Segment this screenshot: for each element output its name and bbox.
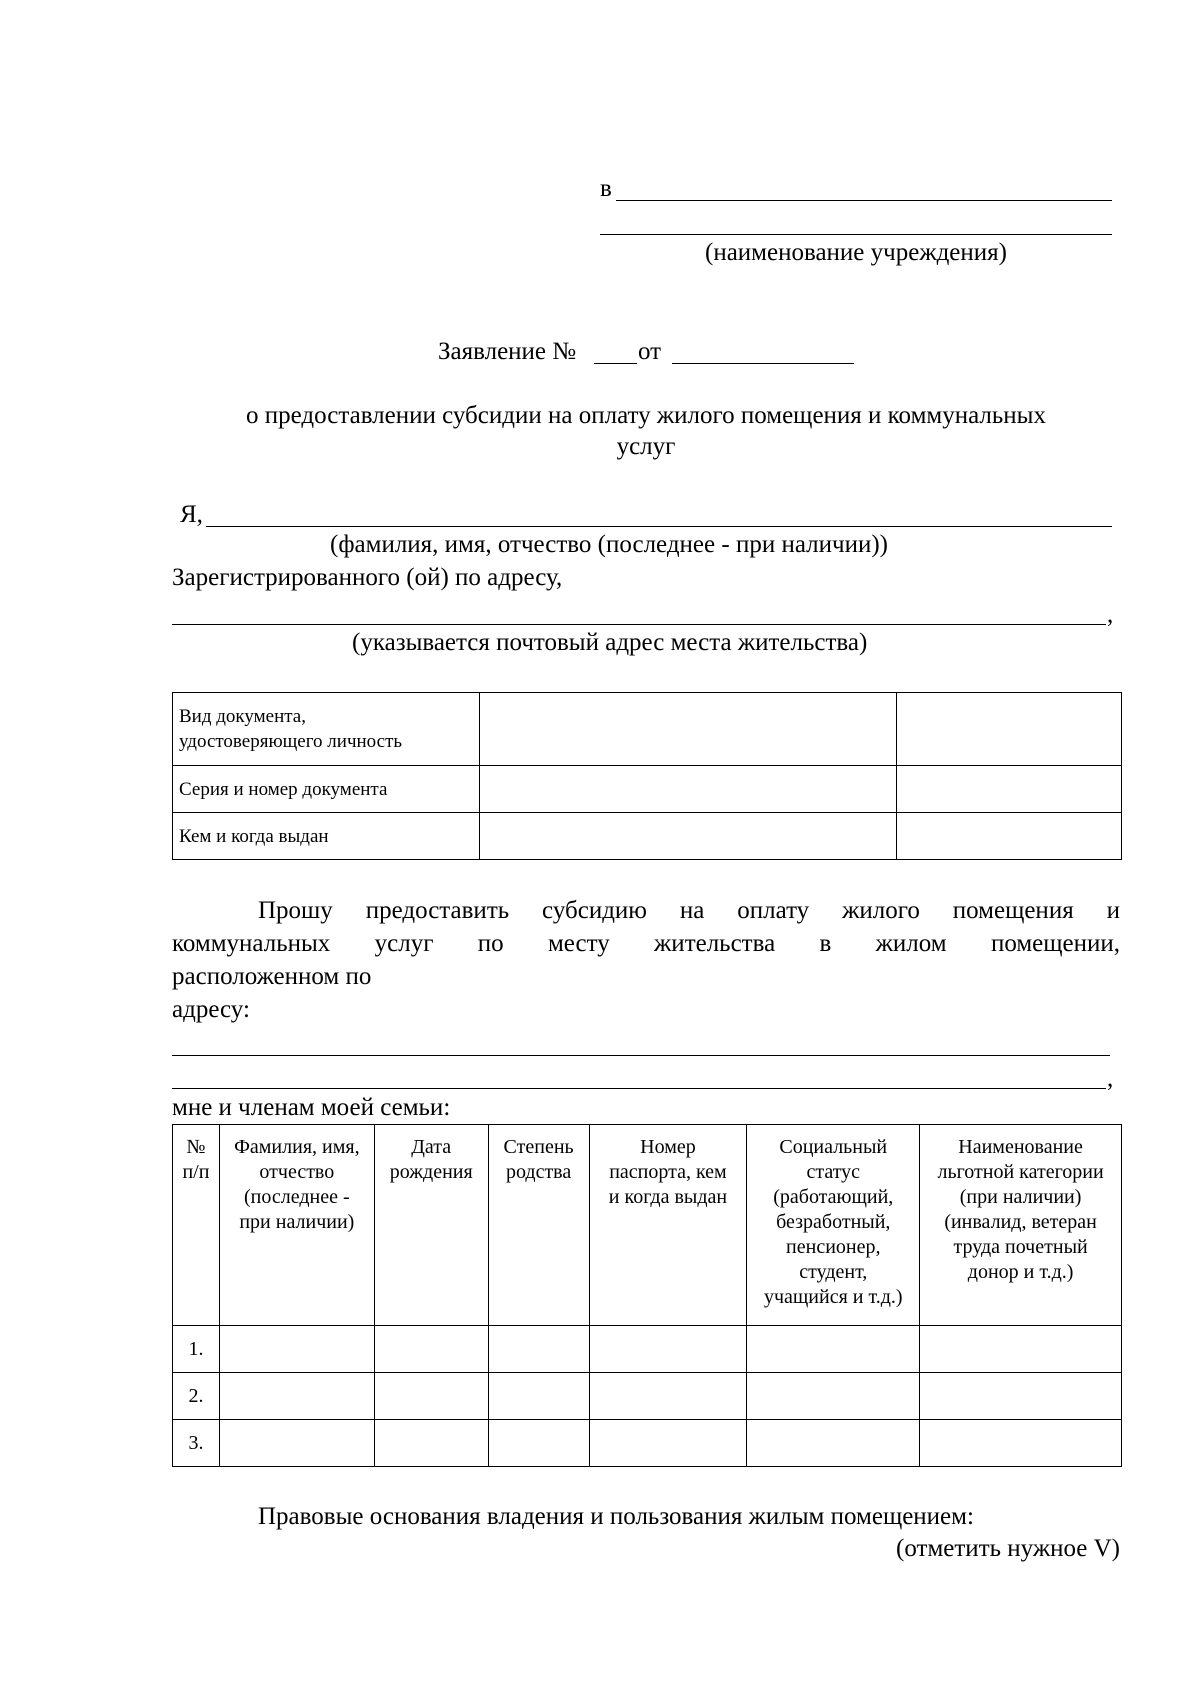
statement-date-field[interactable] <box>672 363 854 364</box>
statement-number-field[interactable] <box>594 363 637 364</box>
request-line-4: адресу: <box>172 996 250 1023</box>
col-header-full-name: Фамилия, имя, отчество (последнее - при наличии) <box>219 1125 374 1326</box>
cell-full-name[interactable] <box>219 1326 374 1373</box>
cell-benefit-category[interactable] <box>920 1326 1122 1373</box>
cell-passport[interactable] <box>589 1326 747 1373</box>
applicant-name-caption: (фамилия, имя, отчество (последнее - при наличии)) <box>330 531 888 558</box>
address-comma: , <box>1107 601 1114 628</box>
col-header-social-status: Социальный статус (работающий, безработный, пенсионер, студент, учащийся и т.д.) <box>747 1125 920 1326</box>
applicant-prefix: Я, <box>180 501 203 528</box>
cell-social-status[interactable] <box>747 1420 920 1467</box>
id-doc-issued-value[interactable] <box>479 813 896 860</box>
cell-benefit-category[interactable] <box>920 1373 1122 1420</box>
cell-birth-date[interactable] <box>374 1373 488 1420</box>
col-header-benefit-category: Наименование льготной категории (при наличии) (инвалид, ветеран труда почетный донор и т.д.) <box>920 1125 1122 1326</box>
statement-from-label: от <box>638 338 662 365</box>
applicant-name-field[interactable] <box>206 526 1112 527</box>
cell-passport[interactable] <box>589 1420 747 1467</box>
mark-note: (отметить нужное V) <box>896 1535 1120 1562</box>
request-line-1: Прошу предоставить субсидию на оплату жилого помещения и <box>258 897 1120 924</box>
col-header-number: № п/п <box>173 1125 220 1326</box>
institution-name-line-1[interactable] <box>616 200 1112 201</box>
cell-birth-date[interactable] <box>374 1326 488 1373</box>
cell-full-name[interactable] <box>219 1420 374 1467</box>
property-address-line-2[interactable] <box>172 1088 1106 1089</box>
col-header-passport: Номер паспорта, кем и когда выдан <box>589 1125 747 1326</box>
table-row <box>173 693 1122 766</box>
table-row <box>173 1373 1122 1420</box>
row-number: 1. <box>173 1326 220 1373</box>
row-number: 2. <box>173 1373 220 1420</box>
table-header-row <box>173 1125 1122 1326</box>
address-caption: (указывается почтовый адрес места жительства) <box>352 629 868 656</box>
id-doc-series-extra[interactable] <box>897 766 1122 813</box>
cell-full-name[interactable] <box>219 1373 374 1420</box>
statement-subject-line-1: о предоставлении субсидии на оплату жилого помещения и коммунальных <box>246 402 1046 429</box>
institution-caption: (наименование учреждения) <box>705 239 1007 266</box>
addressee-prefix: в <box>600 175 612 202</box>
family-intro: мне и членам моей семьи: <box>172 1094 451 1121</box>
request-line-2: коммунальных услуг по месту жительства в жилом помещении, <box>172 930 1120 957</box>
cell-relationship[interactable] <box>488 1326 589 1373</box>
id-doc-issued-label: Кем и когда выдан <box>173 813 480 860</box>
cell-relationship[interactable] <box>488 1420 589 1467</box>
request-line-3: расположенном по <box>172 963 372 990</box>
col-header-birth-date: Дата рождения <box>374 1125 488 1326</box>
id-doc-series-label: Серия и номер документа <box>173 766 480 813</box>
id-doc-type-value[interactable] <box>479 693 896 766</box>
id-doc-issued-extra[interactable] <box>897 813 1122 860</box>
table-row <box>173 1326 1122 1373</box>
table-row <box>173 766 1122 813</box>
cell-social-status[interactable] <box>747 1326 920 1373</box>
table-row <box>173 813 1122 860</box>
statement-subject-line-2: услуг <box>616 433 676 460</box>
cell-birth-date[interactable] <box>374 1420 488 1467</box>
cell-passport[interactable] <box>589 1373 747 1420</box>
legal-basis-heading: Правовые основания владения и пользования жилым помещением: <box>258 1503 974 1530</box>
request-paragraph <box>172 894 1120 1026</box>
registered-address-field[interactable] <box>172 624 1106 625</box>
family-members-table <box>172 1124 1122 1467</box>
property-address-comma: , <box>1107 1065 1114 1092</box>
id-document-table <box>172 692 1122 860</box>
table-row <box>173 1420 1122 1467</box>
institution-name-line-2[interactable] <box>600 234 1112 235</box>
cell-social-status[interactable] <box>747 1373 920 1420</box>
id-doc-series-value[interactable] <box>479 766 896 813</box>
registered-address-label: Зарегистрированного (ой) по адресу, <box>172 564 563 591</box>
row-number: 3. <box>173 1420 220 1467</box>
id-doc-type-extra[interactable] <box>897 693 1122 766</box>
property-address-line-1[interactable] <box>172 1055 1110 1056</box>
statement-title: Заявление № <box>438 338 577 365</box>
cell-benefit-category[interactable] <box>920 1420 1122 1467</box>
cell-relationship[interactable] <box>488 1373 589 1420</box>
col-header-relationship: Степень родства <box>488 1125 589 1326</box>
id-doc-type-label: Вид документа, удостоверяющего личность <box>173 693 480 766</box>
